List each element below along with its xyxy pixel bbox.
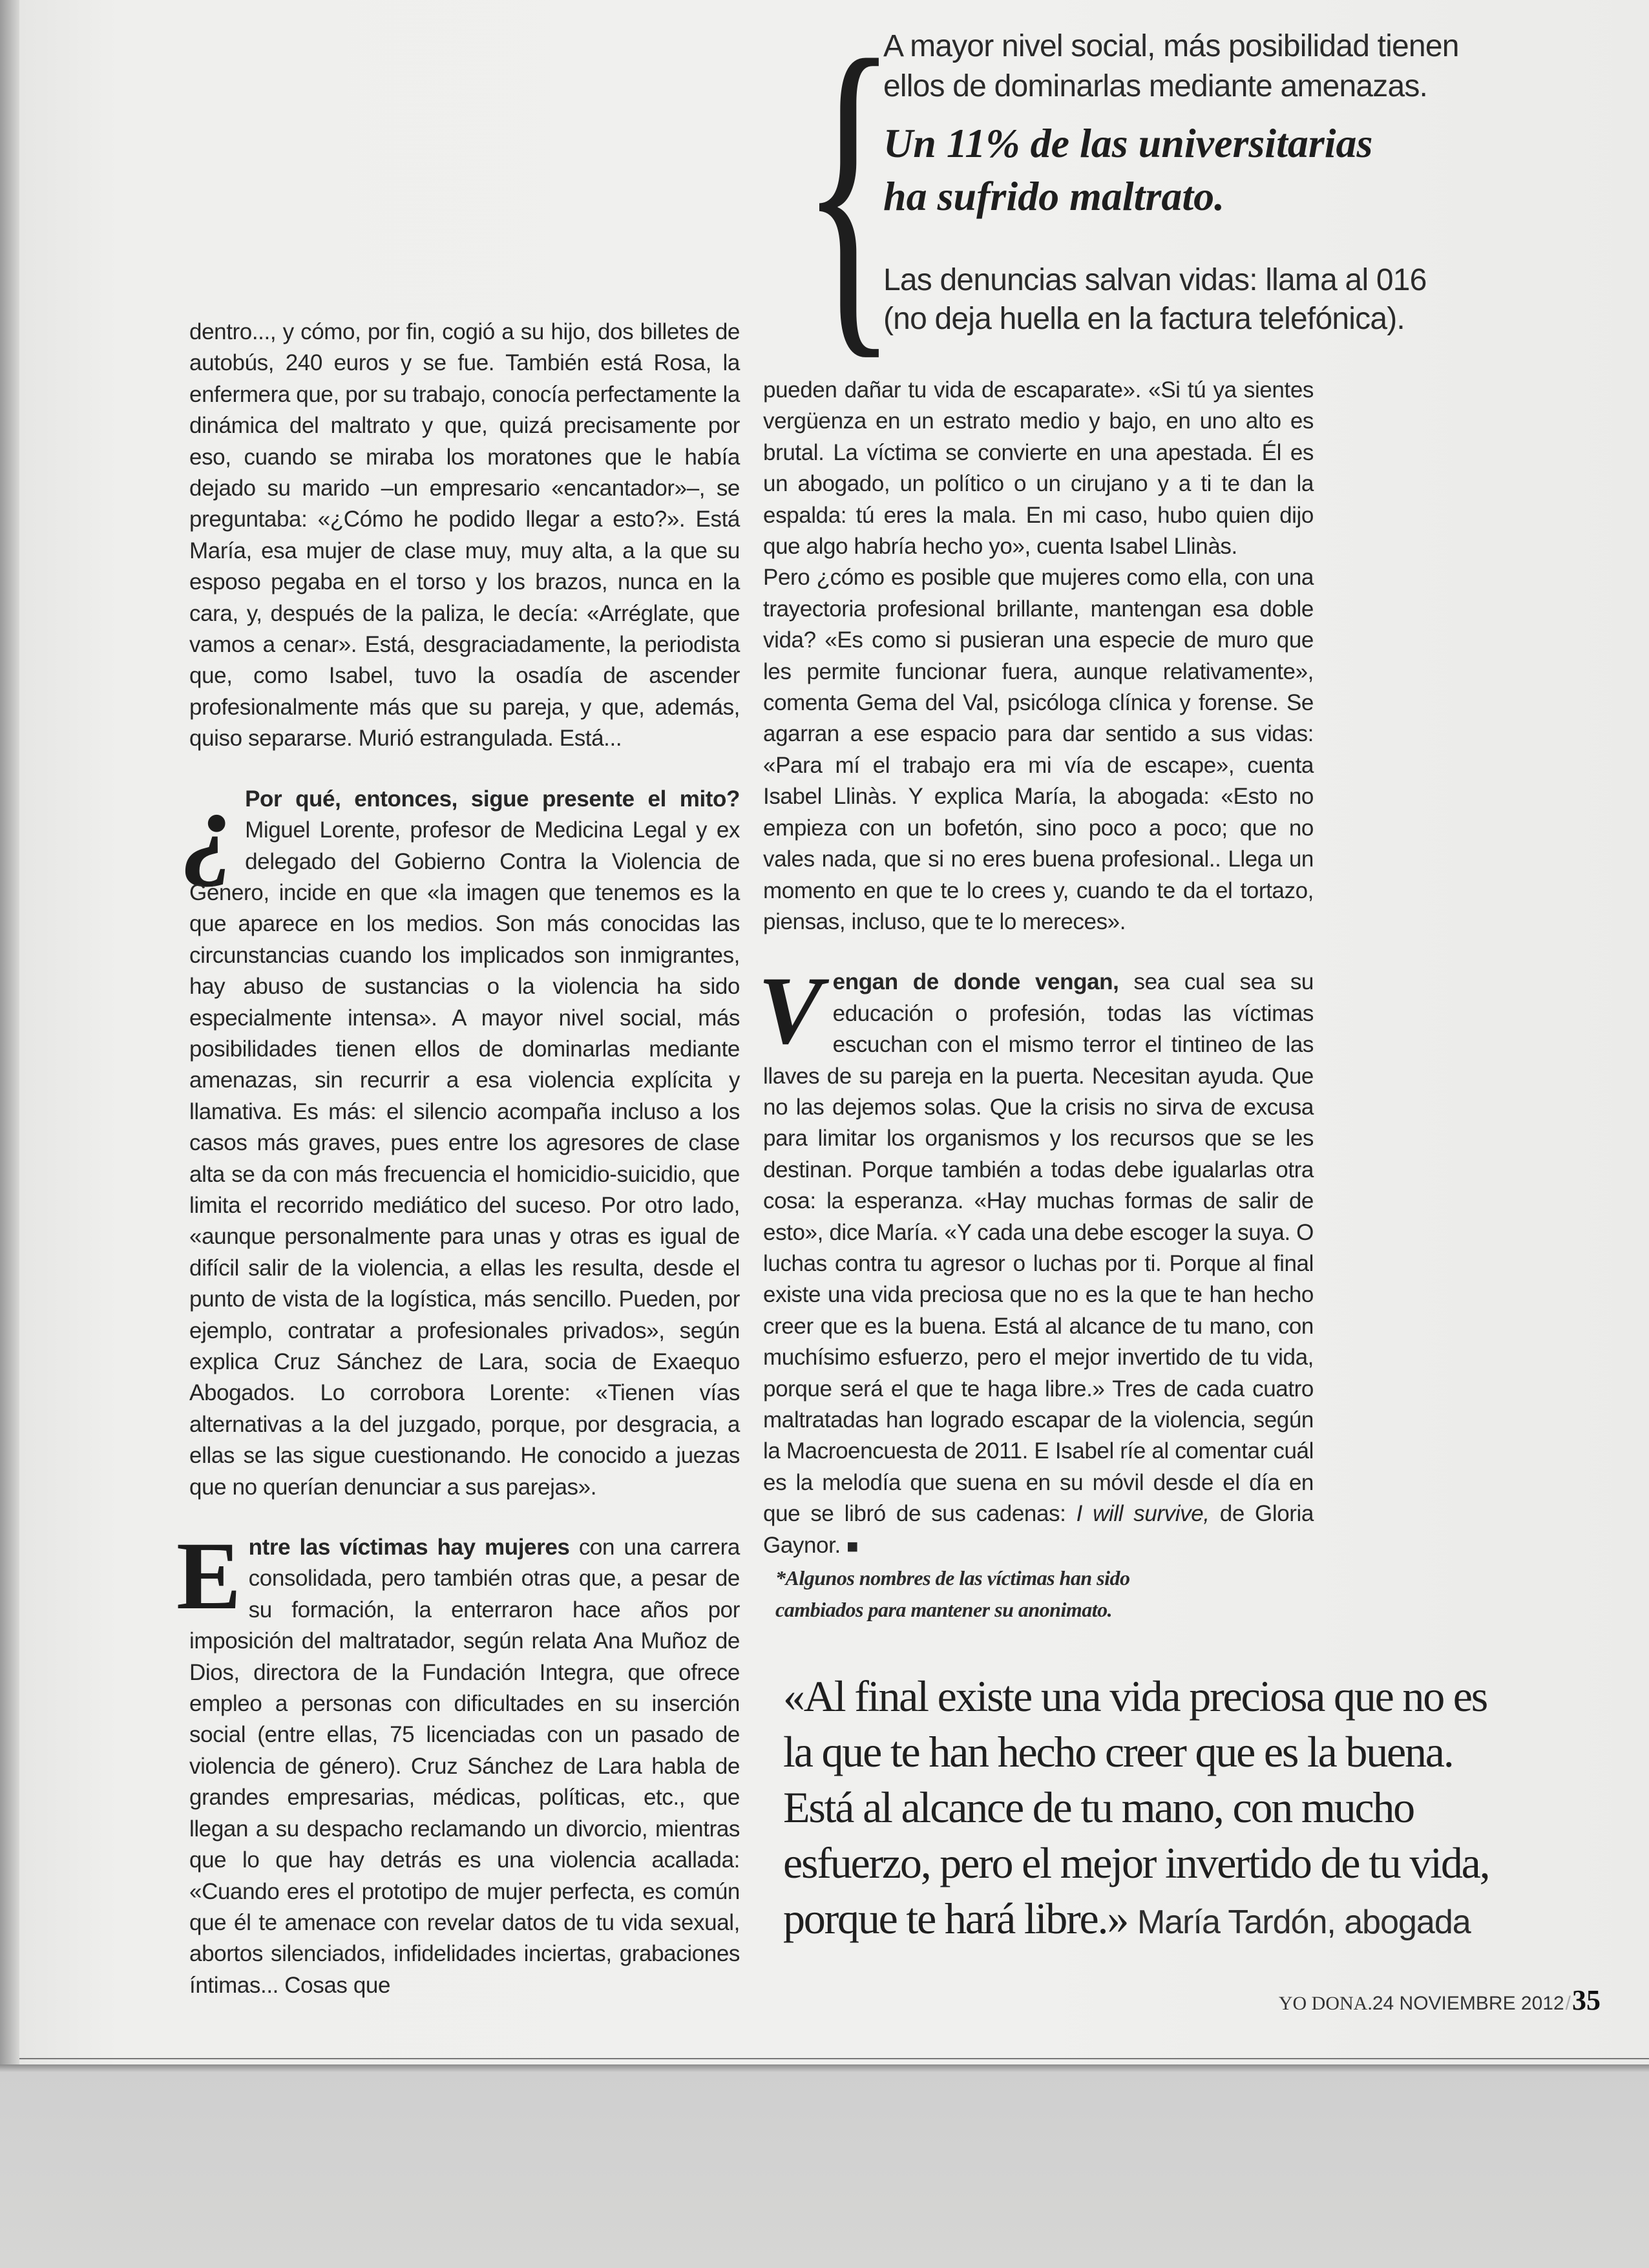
paragraph-body: sea cual sea su educación o profesión, todas las víctimas escuchan con el mismo terror el tintineo de las llaves de su pareja en la puerta. Necesitan ayuda. Que no las dejemos solas. Que la crisis no sirva de excusa para limitar los organismos y los recursos que se les destinan. Porque también a todas debe igualarlas otra cosa: la esperanza. «Hay muchas formas de salir de esto», dice María. «Y cada una debe escoger la suya. O luchas contra tu agresor o luchas por ti. Porque al final existe una vida preciosa que no es la que te han hecho creer que es la buena. Está al alcance de tu mano, con muchísimo esfuerzo, pero el mejor invertido de tu vida, porque será el que te haga libre.» Tres de cada cuatro maltratadas han logrado escapar de la violencia, según la Macroencuesta de 2011. E Isabel ríe al comentar cuál es la melodía que suena en su móvil desde el día en que se libró de sus cadenas: [763, 969, 1314, 1527]
paragraph-tail: de Gloria Gaynor. [763, 1501, 1314, 1558]
page-number: 35 [1572, 1984, 1601, 2016]
footnote [775, 1562, 1129, 1626]
page-footer [1279, 1984, 1601, 2017]
right-column [758, 375, 1314, 1562]
song-title: I will survive, [1076, 1501, 1210, 1527]
magazine-name: YO DONA. [1278, 1993, 1372, 2014]
paragraph [183, 769, 740, 1503]
paragraph-body: con una carrera consolidada, pero también otras que, a pesar de su formación, la enterraron hace años por imposición del maltratador, según relata Ana Muñoz de Dios, directora de la Fundación Integra, que ofrece empleo a personas con dificultades en su inserción social (entre ellas, 75 licenciadas con un pasado de violencia de género). Cruz Sánchez de Lara habla de grandes empresarias, médicas, políticas, etc., que llegan a su despacho reclamando un divorcio, mientras que lo que hay detrás es una violencia acallada: «Cuando eres el prototipo de mujer perfecta, es común que él te amenace con revelar datos de tu vida sexual, abortos silenciados, infidelidades inciertas, grabaciones íntimas... Cosas que [189, 1535, 740, 1998]
quote-author: María Tardón, abogada [1137, 1904, 1471, 1941]
separator: / [1565, 1993, 1571, 2014]
drop-cap: ¿ [183, 769, 236, 888]
paragraph [758, 957, 1314, 1562]
pull-quote-line: (no deja huella en la factura telefónica). [883, 302, 1405, 336]
quote-line: la que te han hecho creer que es la buena. [783, 1727, 1453, 1776]
paragraph-body: Miguel Lorente, profesor de Medicina Legal y ex delegado del Gobierno Contra la Violencia de Género, incide en que «la imagen que tenemos es la que aparece en los medios. Son más conocidas las circunstancias cuando los implicados son inmigrantes, hay abuso de sustancias o la violencia ha sido especialmente intensa». A mayor nivel social, más posibilidades tienen ellos de dominarlas mediante amenazas, sin recurrir a esa violencia explícita y llamativa. Es más: el silencio acompaña incluso a los casos más graves, pues entre los agresores de clase alta se da con más frecuencia el homicidio-suicidio, que limita el recorrido mediático del suceso. Por otro lado, «aunque personalmente para unas y otras es igual de difícil salir de la violencia, a ellas les resulta, desde el punto de vista de la logística, más sencillo. Pueden, por ejemplo, contratar a profesionales privados», según explica Cruz Sánchez de Lara, socia de Exaequo Abogados. Lo corrobora Lorente: «Tienen vías alternativas a la del juzgado, porque, por desgracia, a ellas se las sigue cuestionando. He conocido a juezas que no querían denunciar a sus parejas». [189, 817, 740, 1500]
end-mark-icon: ■ [846, 1535, 858, 1557]
quote-line: Está al alcance de tu mano, con mucho [783, 1783, 1414, 1832]
pull-quote-line: ellos de dominarlas mediante amenazas. [883, 69, 1428, 103]
quote-line: esfuerzo, pero el mejor invertido de tu vida, [783, 1838, 1489, 1887]
paragraph-lead: Por qué, entonces, sigue presente el mito? [245, 786, 740, 812]
paragraph-lead: ntre las víctimas hay mujeres [248, 1535, 570, 1560]
issue-date: 24 NOVIEMBRE 2012 [1372, 1993, 1564, 2014]
scan-edge [0, 0, 19, 2064]
scanner-background [0, 2064, 1649, 2268]
pull-quote-line: Las denuncias salvan vidas: llama al 016 [883, 263, 1427, 297]
paragraph: pueden dañar tu vida de escaparate». «Si tú ya sientes vergüenza en un estrato medio y bajo, en uno alto es brutal. La víctima se convierte en una apestada. Él es un abogado, un político o un cirujano y a ti te dan la espalda: tú eres la mala. En mi caso, hubo quien dijo que algo habría hecho yo», cuenta Isabel Llinàs. [763, 377, 1314, 560]
pull-quote-highlight: ha sufrido maltrato. [883, 173, 1225, 219]
left-column [176, 317, 740, 2001]
quote-line: «Al final existe una vida preciosa que no es [783, 1672, 1487, 1721]
drop-cap: V [758, 957, 823, 1065]
paragraph [176, 1522, 740, 2001]
page-bottom-edge [19, 2058, 1649, 2059]
pull-quote-line: A mayor nivel social, más posibilidad tienen [883, 29, 1459, 63]
paragraph: dentro..., y cómo, por fin, cogió a su hijo, dos billetes de autobús, 240 euros y se fue. También está Rosa, la enfermera que, por su trabajo, conocía perfectamente la dinámica del maltrato y que, quizá precisamente por eso, cuando se miraba los moratones que le había dejado su marido –un empresario «encantador»–, se preguntaba: «¿Cómo he podido llegar a esto?». Está María, esa mujer de clase muy, muy alta, a la que su esposo pegaba en el torso y los brazos, nunca en la cara, y, después de la paliza, le decía: «Arréglate, que vamos a cenar». Está, desgraciadamente, la periodista que, como Isabel, tuvo la osadía de ascender profesionalmente más que su pareja, y que, además, quiso separarse. Murió estrangulada. Está... [189, 319, 740, 751]
paragraph-lead: engan de donde vengan, [832, 969, 1119, 995]
curly-brace-icon: { [801, 0, 897, 388]
pull-quote-highlight: Un 11% de las universitarias [883, 120, 1373, 166]
quote-line [783, 1891, 1578, 1950]
big-pull-quote [783, 1668, 1578, 1950]
footnote-line: cambiados para mantener su anonimato. [775, 1598, 1113, 1621]
drop-cap: E [176, 1522, 241, 1630]
footnote-line: *Algunos nombres de las víctimas han sido [775, 1566, 1130, 1590]
paragraph: Pero ¿cómo es posible que mujeres como ella, con una trayectoria profesional brillante, mantengan esa doble vida? «Es como si pusieran una especie de muro que les permite funcionar fuera, aunque relativamente», comenta Gema del Val, psicóloga clínica y forense. Se agarran a ese espacio para dar sentido a sus vidas: «Para mí el trabajo era mi vía de escape», cuenta Isabel Llinàs. Y explica María, la abogada: «Esto no empieza con un bofetón, sino poco a poco; que no vales nada, que si no eres buena profesional.. Llega un momento en que te lo crees y, cuando te da el tortazo, piensas, incluso, que te lo mereces». [763, 565, 1314, 934]
top-pull-quote [801, 0, 1564, 388]
quote-line-text: porque te hará libre.» [783, 1894, 1128, 1943]
